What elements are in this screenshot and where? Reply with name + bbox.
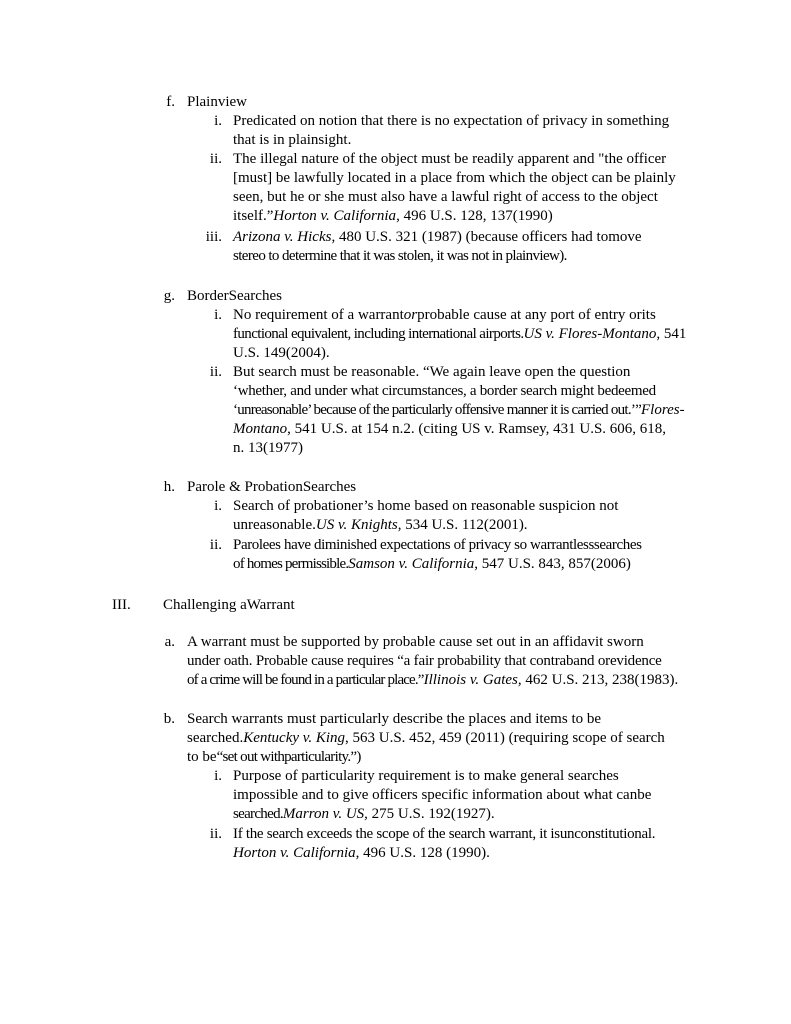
text-line: [233, 805, 651, 824]
case-citation: Montano: [233, 421, 288, 437]
text-span: , 496 U.S. 128 (1990).: [355, 845, 490, 861]
text-span: , 496 U.S. 128, 137(1990): [396, 208, 553, 224]
text-span: of a crime will be found in a particular place.”: [187, 672, 424, 688]
text-line: seen, but he or she must also have a lawful right of access to the object: [233, 189, 658, 205]
outline-marker-g: g.: [163, 288, 175, 304]
text-span: , 462 U.S. 213, 238(1983).: [517, 672, 679, 688]
text-span: functional equivalent, including international airports.: [233, 326, 524, 342]
text-span: , 547 U.S. 843, 857(2006): [474, 556, 631, 572]
case-citation: Samson v. California: [348, 556, 475, 572]
list-item-text: [233, 306, 686, 363]
case-citation: US v. Flores-Montano: [523, 326, 657, 342]
list-item-text: [233, 497, 618, 535]
text-line: But search must be reasonable. “We again leave open the question: [233, 364, 631, 380]
text-span: , 541 U.S. at 154 n.2. (citing US v. Ramsey, 431 U.S. 606, 618,: [287, 421, 667, 437]
outline-marker-h-i: i.: [214, 498, 222, 514]
list-item-text: [187, 710, 665, 767]
case-citation: Flores-: [641, 402, 685, 418]
case-citation: Kentucky v. King: [243, 730, 345, 746]
text-line: ‘whether, and under what circumstances, a border search might bedeemed: [233, 383, 656, 399]
text-line: The illegal nature of the object must be readily apparent and "the officer: [233, 151, 667, 167]
text-line: stereo to determine that it was stolen, it was not in plainview).: [233, 248, 567, 264]
outline-marker-III-a: a.: [164, 634, 175, 650]
section-heading-challenging-warrant: Challenging aWarrant: [163, 597, 295, 613]
list-item-text: [233, 228, 642, 266]
text-span: itself.”: [233, 208, 274, 224]
text-line: A warrant must be supported by probable cause set out in an affidavit sworn: [187, 634, 644, 650]
list-item-text: [233, 767, 651, 824]
text-line: If the search exceeds the scope of the search warrant, it isunconstitutional.: [233, 826, 656, 842]
outline-marker-f-iii: iii.: [205, 229, 222, 245]
case-citation: US v. Knights: [315, 517, 398, 533]
text-span: , 534 U.S. 112(2001).: [397, 517, 528, 533]
outline-marker-III-b: b.: [163, 711, 175, 727]
outline-marker-g-ii: ii.: [209, 364, 222, 380]
text-line: [187, 671, 678, 690]
text-span: to be: [187, 749, 217, 765]
text-span: “set out withparticularity.”): [216, 749, 361, 765]
text-line: [233, 228, 642, 247]
list-item-text: [233, 112, 669, 150]
text-line: [must] be lawfully located in a place from which the object can be plainly: [233, 170, 676, 186]
case-citation: Arizona v. Hicks: [233, 229, 332, 245]
outline-marker-III-b-ii: ii.: [209, 826, 222, 842]
text-line: [233, 325, 686, 344]
text-line: U.S. 149(2004).: [233, 345, 330, 361]
text-span: unreasonable.: [233, 517, 316, 533]
text-line: [233, 844, 655, 863]
list-item-text: [233, 825, 655, 863]
text-line: Predicated on notion that there is no expectation of privacy in something: [233, 113, 670, 129]
text-line: [187, 729, 665, 748]
list-item-text: [233, 536, 642, 574]
text-line: [233, 420, 685, 439]
text-line: under oath. Probable cause requires “a fair probability that contraband orevidence: [187, 653, 662, 669]
text-line: [233, 401, 685, 420]
text-line: [233, 516, 618, 535]
text-line: [233, 207, 676, 226]
outline-marker-f: f.: [166, 94, 175, 110]
text-line: [233, 306, 686, 325]
text-line: Search of probationer’s home based on reasonable suspicion not: [233, 498, 619, 514]
text-line: [187, 748, 665, 767]
outline-marker-h-ii: ii.: [209, 537, 222, 553]
emphasis: or: [403, 307, 418, 323]
outline-marker-h: h.: [163, 479, 175, 495]
text-span: , 541: [656, 326, 687, 342]
text-span: ‘unreasonable’ because of the particularly offensive manner it is carried out.’”: [233, 402, 641, 418]
outline-marker-III-b-i: i.: [214, 768, 222, 784]
list-item-text: [233, 363, 685, 458]
text-line: Search warrants must particularly describe the places and items to be: [187, 711, 602, 727]
outline-marker-g-i: i.: [214, 307, 222, 323]
text-span: , 563 U.S. 452, 459 (2011) (requiring scope of search: [345, 730, 665, 746]
section-heading-plainview: Plainview: [187, 94, 247, 110]
list-item-text: [233, 150, 676, 226]
text-span: of homes permissible.: [233, 556, 349, 572]
text-line: Parolees have diminished expectations of privacy so warrantlesssearches: [233, 537, 642, 553]
case-citation: Horton v. California: [273, 208, 397, 224]
case-citation: Marron v. US: [282, 806, 365, 822]
outline-marker-f-ii: ii.: [209, 151, 222, 167]
case-citation: Illinois v. Gates: [423, 672, 518, 688]
text-span: , 275 U.S. 192(1927).: [364, 806, 495, 822]
text-span: , 480 U.S. 321 (1987) (because officers had tomove: [331, 229, 642, 245]
list-item-text: [187, 633, 678, 690]
text-line: that is in plainsight.: [233, 132, 352, 148]
text-span: probable cause at any port of entry orits: [417, 307, 656, 323]
text-line: [233, 555, 642, 574]
outline-marker-III: III.: [112, 597, 131, 613]
text-line: Purpose of particularity requirement is to make general searches: [233, 768, 619, 784]
case-citation: Horton v. California: [233, 845, 356, 861]
section-heading-border-searches: BorderSearches: [187, 288, 282, 304]
outline-marker-f-i: i.: [214, 113, 222, 129]
text-span: searched.: [233, 806, 283, 822]
section-heading-parole-probation: Parole & ProbationSearches: [187, 479, 357, 495]
text-span: searched.: [187, 730, 244, 746]
text-line: n. 13(1977): [233, 440, 303, 456]
text-line: impossible and to give officers specific information about what canbe: [233, 787, 652, 803]
text-span: No requirement of a warrant: [233, 307, 404, 323]
